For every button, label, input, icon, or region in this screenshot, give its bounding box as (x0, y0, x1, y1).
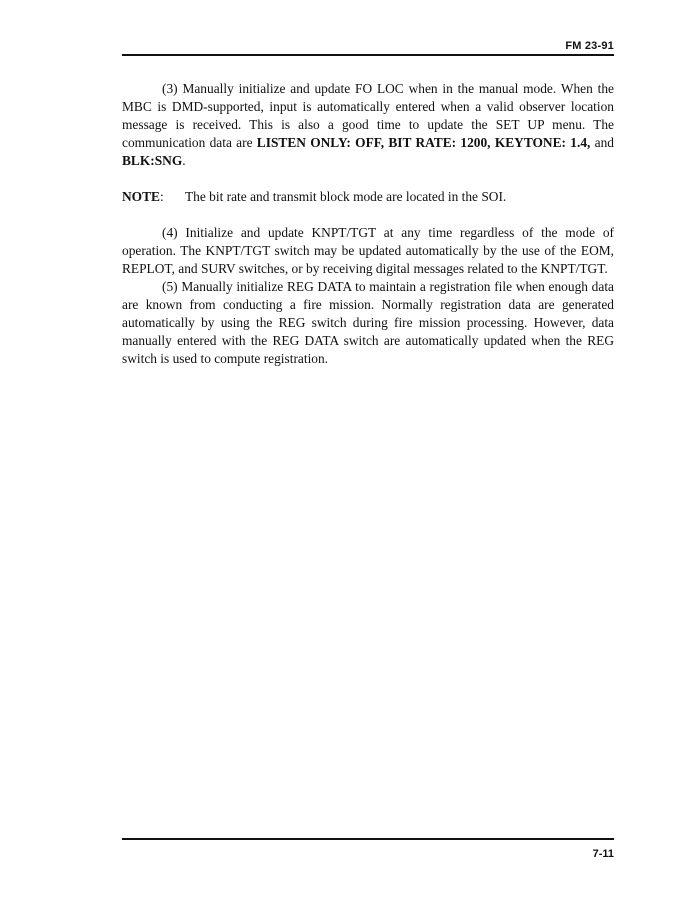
paragraph-3-bold-1: LISTEN ONLY: OFF, BIT RATE: 1200, KEYTONE: 1.4, (256, 135, 591, 150)
footer-divider (122, 838, 614, 840)
note-label (122, 188, 185, 206)
note-text: The bit rate and transmit block mode are located in the SOI. (185, 189, 507, 204)
paragraph-3-text-2: and (590, 135, 614, 150)
spacer (122, 170, 614, 188)
paragraph-5: (5) Manually initialize REG DATA to maintain a registration file when enough data are known from conducting a fire mission. Normally registration data are generated automatically by using the REG switch during fire mission processing. However, data manually entered with the REG DATA switch are automatically updated when the REG switch is used to compute registration. (122, 279, 614, 366)
paragraph-3 (122, 80, 614, 170)
note-label-text: NOTE (122, 189, 160, 204)
paragraph-4: (4) Initialize and update KNPT/TGT at any time regardless of the mode of operation. The KNPT/TGT switch may be updated automatically by the use of the EOM, REPLOT, and SURV switches, or by receiving digital messages related to the KNPT/TGT. (122, 225, 614, 276)
page-header-label: FM 23-91 (565, 40, 614, 52)
paragraph-3-bold-2: BLK:SNG (122, 153, 183, 168)
paragraph-3-text-1: (3) Manually initialize and update FO LOC when in the manual mode. When the MBC is DMD-supported, input is automatically entered when a valid observer location message is received. This is also a good time to update the SET UP menu. The communication data are (122, 81, 614, 150)
spacer (122, 206, 614, 224)
note (122, 188, 614, 206)
document-body (122, 80, 614, 368)
page-number: 7-11 (592, 848, 614, 860)
header-divider (122, 54, 614, 56)
note-label-colon: : (159, 189, 164, 204)
paragraph-3-text-3: . (182, 153, 186, 168)
